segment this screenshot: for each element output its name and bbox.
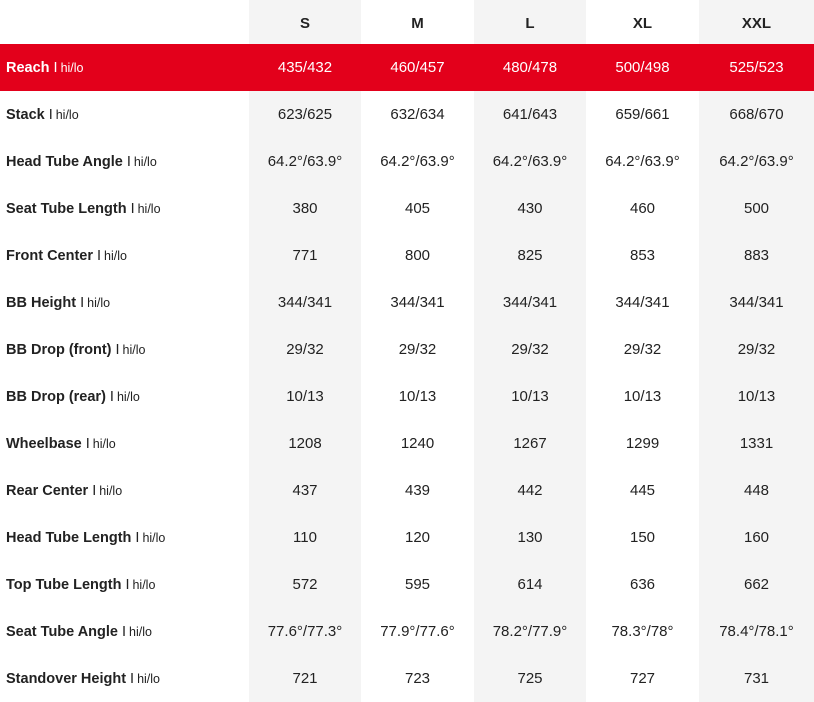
value-cell-xl: 344/341	[586, 279, 699, 326]
value-cell-xxl: 160	[699, 514, 814, 561]
value-cell-m: 10/13	[361, 373, 474, 420]
row-label-separator: I	[48, 106, 53, 123]
value-cell-l: 344/341	[474, 279, 586, 326]
value-cell-xxl: 668/670	[699, 91, 814, 138]
value-cell-s: 435/432	[277, 59, 333, 76]
value-cell-m: 77.9°/77.6°	[361, 608, 474, 655]
value-cell-xxl: 78.4°/78.1°	[699, 608, 814, 655]
row-label-text: Front Center	[6, 247, 93, 264]
value-cell-m: 1240	[361, 420, 474, 467]
row-label-unit: hi/lo	[122, 342, 146, 357]
row-label-unit: hi/lo	[60, 60, 84, 75]
value-cell-xl: 853	[586, 232, 699, 279]
row-label-text: Top Tube Length	[6, 576, 122, 593]
row-label-separator: I	[92, 482, 97, 499]
value-cell-xl: 150	[586, 514, 699, 561]
value-cell-m: 595	[361, 561, 474, 608]
row-label	[0, 655, 249, 702]
value-cell-m: 439	[361, 467, 474, 514]
table-row	[0, 91, 814, 138]
row-label	[0, 420, 249, 467]
row-label-unit: hi/lo	[55, 107, 79, 122]
row-label-text: Seat Tube Length	[6, 200, 127, 217]
row-label	[0, 467, 249, 514]
value-cell-m: 344/341	[361, 279, 474, 326]
value-cell-l: 64.2°/63.9°	[474, 138, 586, 185]
row-label-text: Standover Height	[6, 670, 127, 687]
table-row	[0, 44, 814, 91]
value-cell-xl: 29/32	[586, 326, 699, 373]
row-label	[0, 373, 249, 420]
row-label-unit: hi/lo	[132, 577, 156, 592]
table-row	[0, 561, 814, 608]
value-cell-l: 480/478	[502, 59, 558, 76]
table-row	[0, 655, 814, 702]
row-label-text: Reach	[6, 59, 50, 76]
value-cell-s: 29/32	[249, 326, 361, 373]
table-row	[0, 185, 814, 232]
row-label-text: BB Height	[6, 294, 77, 311]
row-label-separator: I	[53, 59, 58, 76]
value-cell-xxl: 10/13	[699, 373, 814, 420]
row-label-text: Head Tube Angle	[6, 153, 123, 170]
row-label-separator: I	[135, 529, 140, 546]
row-label-text: Wheelbase	[6, 435, 82, 452]
value-cell-m: 64.2°/63.9°	[361, 138, 474, 185]
value-cell-l: 825	[474, 232, 586, 279]
row-label-text: Head Tube Length	[6, 529, 132, 546]
value-cell-xxl: 883	[699, 232, 814, 279]
row-label-separator: I	[109, 388, 114, 405]
value-cell-xl: 1299	[586, 420, 699, 467]
value-cell-xl: 78.3°/78°	[586, 608, 699, 655]
row-label	[0, 185, 249, 232]
header-label-cell	[0, 0, 249, 47]
row-label	[0, 138, 249, 185]
value-cell-s: 623/625	[249, 91, 361, 138]
header-size-l: L	[474, 0, 586, 47]
row-label	[0, 232, 249, 279]
value-cell-l: 614	[474, 561, 586, 608]
value-cell-s: 572	[249, 561, 361, 608]
row-label-separator: I	[115, 341, 120, 358]
table-header-row	[0, 0, 814, 47]
value-cell-xl: 445	[586, 467, 699, 514]
value-cell-m: 800	[361, 232, 474, 279]
header-size-xl: XL	[586, 0, 699, 47]
table-row	[0, 608, 814, 655]
row-label-unit: hi/lo	[99, 483, 123, 498]
table-row	[0, 138, 814, 185]
value-cell-s: 771	[249, 232, 361, 279]
header-size-s: S	[249, 0, 361, 47]
value-cell-l: 130	[474, 514, 586, 561]
row-label-text: Stack	[6, 106, 45, 123]
row-label-separator: I	[130, 200, 135, 217]
value-cell-s: 380	[249, 185, 361, 232]
value-cell-s: 1208	[249, 420, 361, 467]
value-cell-s: 77.6°/77.3°	[249, 608, 361, 655]
value-cell-xl: 659/661	[586, 91, 699, 138]
value-cell-l: 29/32	[474, 326, 586, 373]
value-cell-s: 64.2°/63.9°	[249, 138, 361, 185]
value-cell-xl: 636	[586, 561, 699, 608]
value-cell-xxl: 344/341	[699, 279, 814, 326]
value-cell-xxl: 731	[699, 655, 814, 702]
table-row	[0, 373, 814, 420]
value-cell-xxl: 525/523	[729, 59, 784, 76]
table-row	[0, 326, 814, 373]
row-label-unit: hi/lo	[137, 671, 161, 686]
row-label-unit: hi/lo	[116, 389, 140, 404]
value-cell-xxl: 29/32	[699, 326, 814, 373]
row-label	[0, 608, 249, 655]
row-label-unit: hi/lo	[92, 436, 116, 451]
row-label-separator: I	[80, 294, 85, 311]
value-cell-l: 430	[474, 185, 586, 232]
value-cell-m: 120	[361, 514, 474, 561]
value-cell-xxl: 500	[699, 185, 814, 232]
row-label-separator: I	[122, 623, 127, 640]
row-label	[0, 91, 249, 138]
row-label-unit: hi/lo	[104, 248, 127, 263]
row-label-separator: I	[97, 247, 102, 264]
value-cell-xl: 10/13	[586, 373, 699, 420]
row-label-text: BB Drop (rear)	[6, 388, 106, 405]
value-cell-m: 723	[361, 655, 474, 702]
row-label-text: Rear Center	[6, 482, 89, 499]
header-size-m: M	[361, 0, 474, 47]
row-label	[0, 561, 249, 608]
row-label	[0, 279, 249, 326]
row-label-text: Seat Tube Angle	[6, 623, 118, 640]
value-cell-xxl: 1331	[699, 420, 814, 467]
row-label	[0, 514, 249, 561]
value-cell-xxl: 662	[699, 561, 814, 608]
value-cell-m: 460/457	[390, 59, 445, 76]
value-cell-s: 110	[249, 514, 361, 561]
value-cell-xxl: 64.2°/63.9°	[699, 138, 814, 185]
value-cell-xl: 64.2°/63.9°	[586, 138, 699, 185]
value-cell-l: 78.2°/77.9°	[474, 608, 586, 655]
row-label-unit: hi/lo	[137, 201, 161, 216]
row-label-separator: I	[85, 435, 90, 452]
row-label-unit: hi/lo	[129, 624, 152, 639]
value-cell-l: 1267	[474, 420, 586, 467]
value-cell-xl: 460	[586, 185, 699, 232]
value-cell-m: 632/634	[361, 91, 474, 138]
row-label-separator: I	[130, 670, 135, 687]
value-cell-l: 725	[474, 655, 586, 702]
value-cell-s: 344/341	[249, 279, 361, 326]
header-size-xxl: XXL	[699, 0, 814, 47]
row-label	[0, 44, 249, 91]
value-cell-l: 641/643	[474, 91, 586, 138]
row-label	[0, 326, 249, 373]
value-cell-xxl: 448	[699, 467, 814, 514]
row-label-unit: hi/lo	[87, 295, 111, 310]
row-label-unit: hi/lo	[133, 154, 157, 169]
table-row	[0, 232, 814, 279]
table-row	[0, 514, 814, 561]
value-cell-s: 437	[249, 467, 361, 514]
row-label-separator: I	[126, 153, 131, 170]
value-cell-s: 10/13	[249, 373, 361, 420]
row-label-text: BB Drop (front)	[6, 341, 112, 358]
row-label-unit: hi/lo	[142, 530, 166, 545]
value-cell-s: 721	[249, 655, 361, 702]
row-label-separator: I	[125, 576, 130, 593]
table-row	[0, 420, 814, 467]
table-row	[0, 279, 814, 326]
value-cell-xl: 727	[586, 655, 699, 702]
value-cell-xl: 500/498	[615, 59, 670, 76]
value-cell-l: 442	[474, 467, 586, 514]
table-row	[0, 467, 814, 514]
value-cell-m: 405	[361, 185, 474, 232]
value-cell-l: 10/13	[474, 373, 586, 420]
value-cell-m: 29/32	[361, 326, 474, 373]
